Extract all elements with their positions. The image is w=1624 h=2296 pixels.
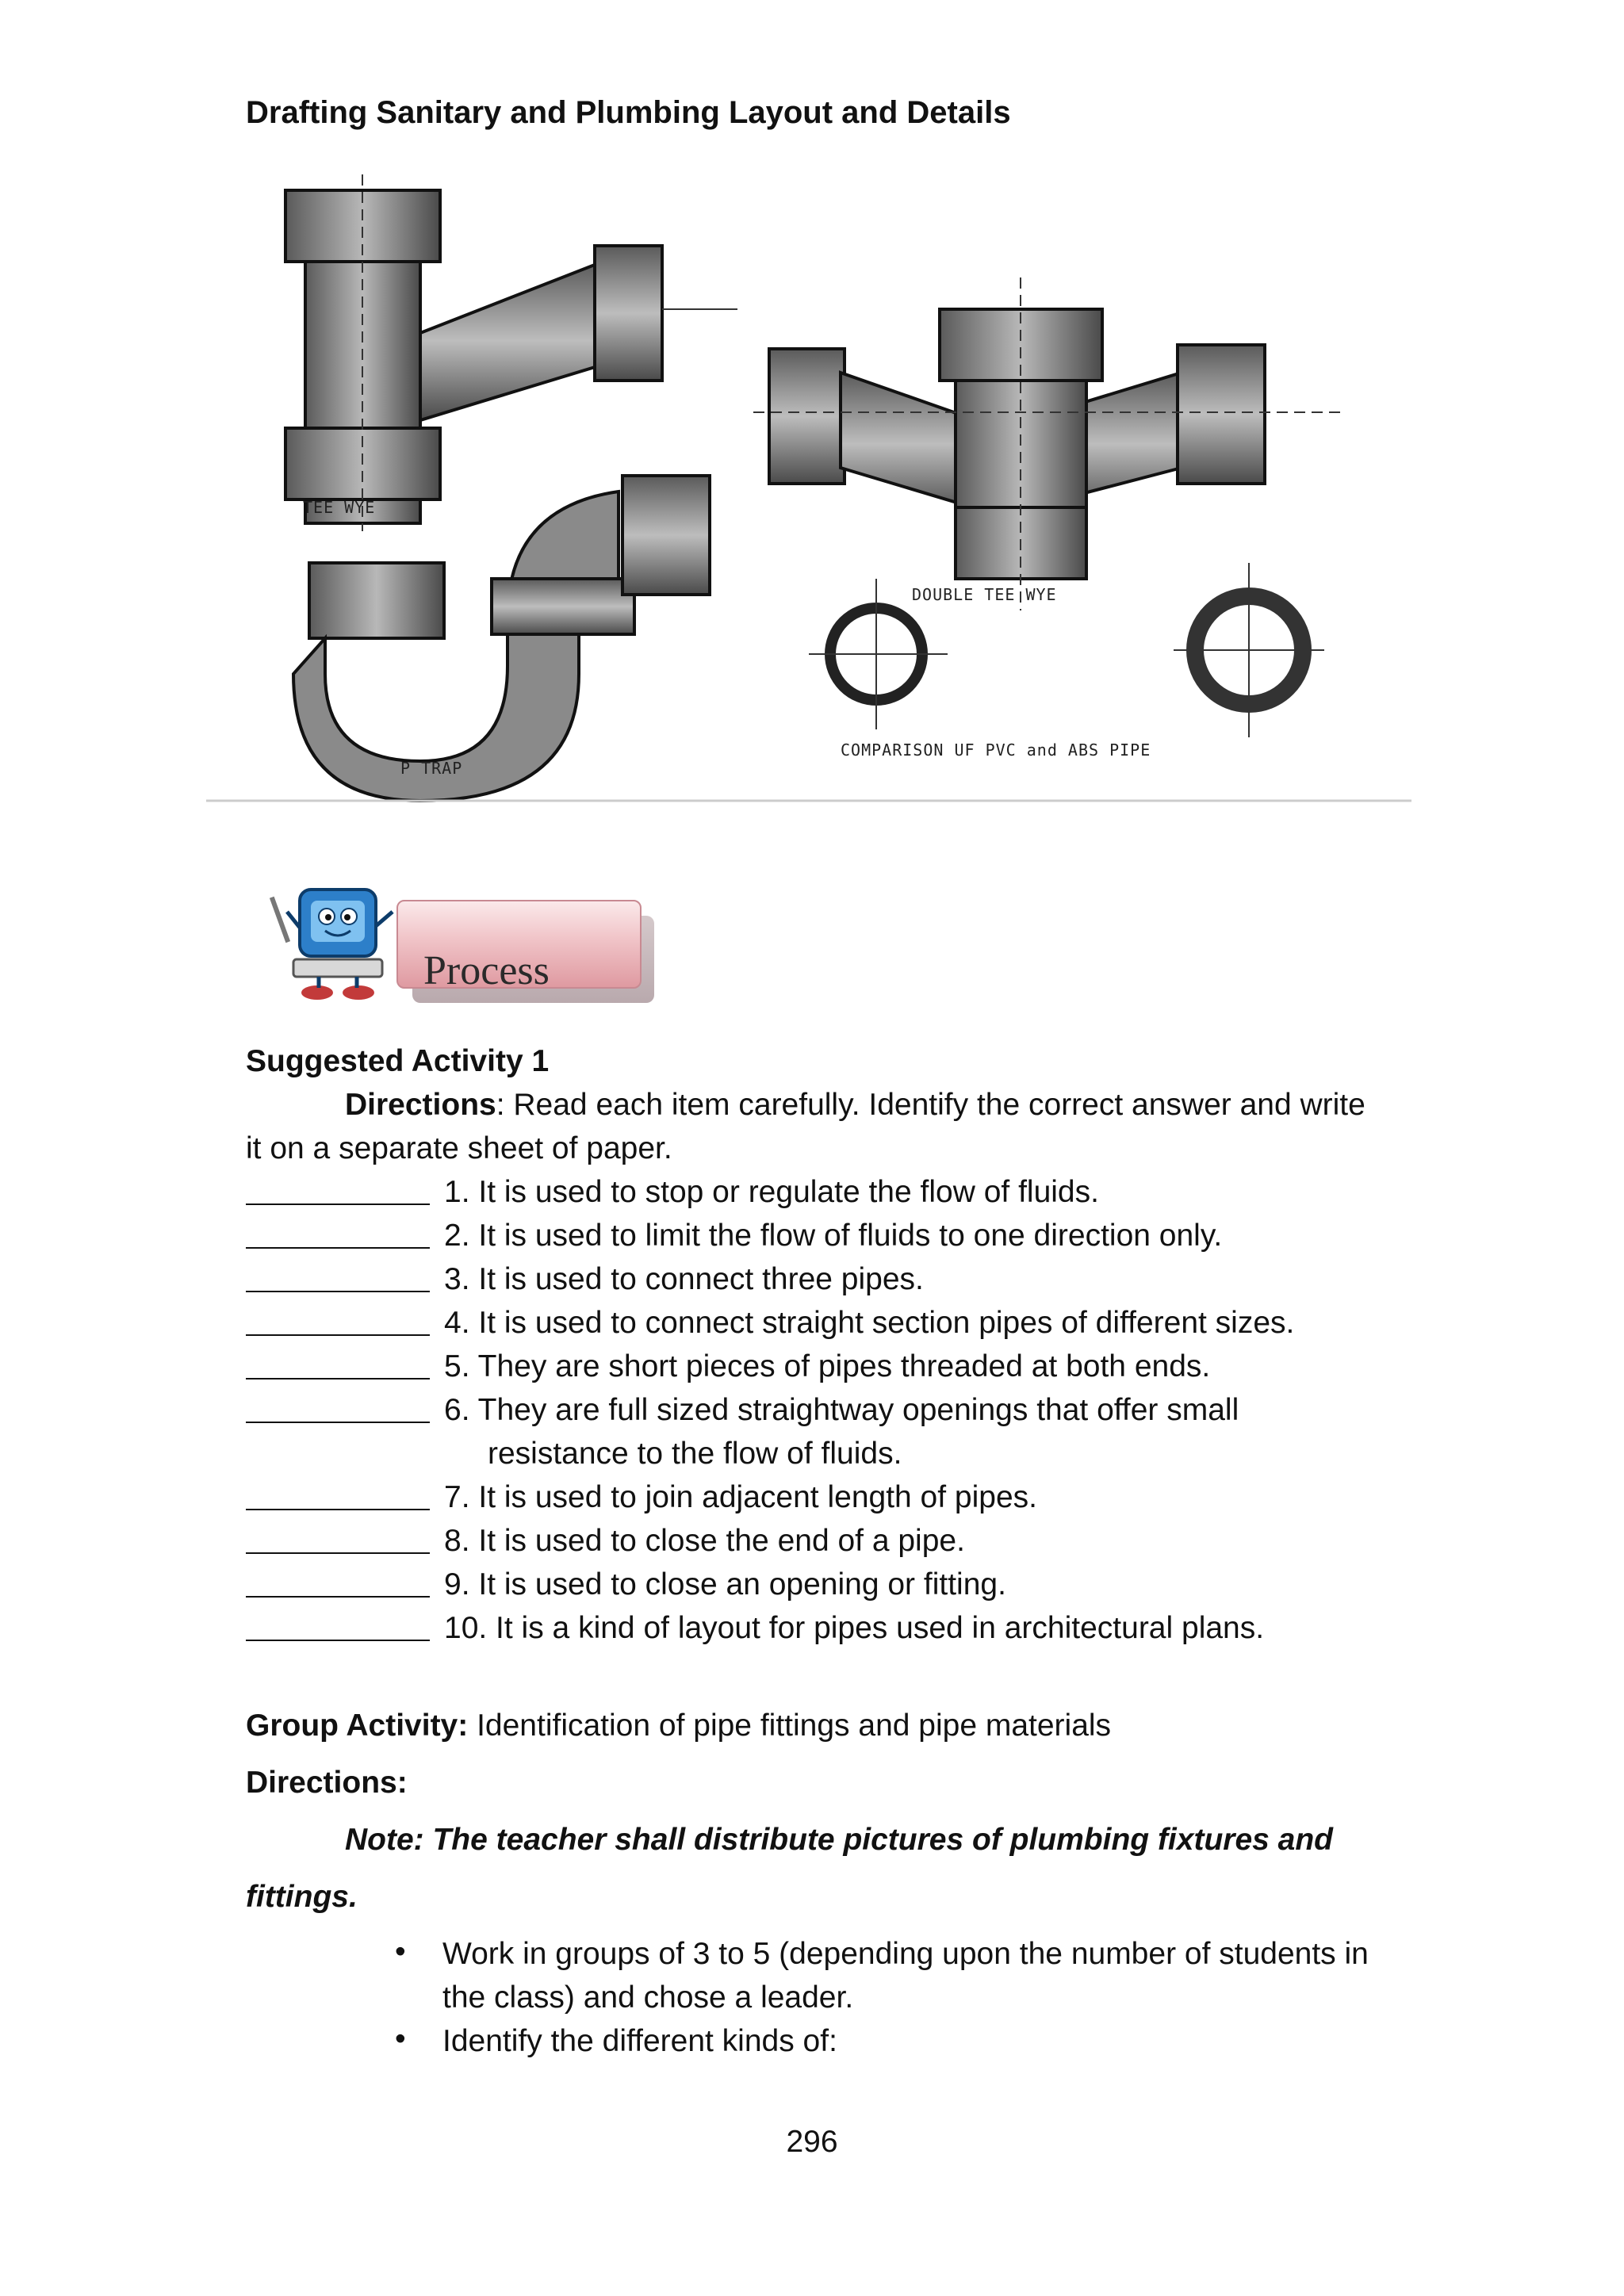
bullet-dot-icon: •	[395, 2022, 406, 2056]
answer-blank[interactable]	[246, 1611, 430, 1641]
directions-text: : Read each item carefully. Identify the correct answer and write	[496, 1088, 1365, 1122]
group-activity-heading	[246, 1705, 1111, 1747]
bullet-item-line2: the class) and chose a leader.	[442, 1980, 854, 2015]
list-item: 2. It is used to limit the flow of fluids to one direction only.	[246, 1219, 1222, 1253]
group-activity-label: Group Activity:	[246, 1709, 469, 1743]
answer-blank[interactable]	[246, 1524, 430, 1554]
list-item: 1. It is used to stop or regulate the flow of fluids.	[246, 1175, 1099, 1210]
answer-blank[interactable]	[246, 1393, 430, 1423]
answer-blank[interactable]	[246, 1349, 430, 1380]
bullet-item-identify: Identify the different kinds of:	[442, 2024, 837, 2058]
label-pvc-abs-comparison: COMPARISON UF PVC and ABS PIPE	[841, 740, 1151, 760]
pipe-fittings-illustration	[206, 174, 1411, 809]
pipe-fittings-figure	[206, 174, 1411, 809]
activity-directions-line1	[345, 1084, 1365, 1127]
list-item: 6. They are full sized straightway openings that offer small	[246, 1393, 1239, 1428]
list-item: 7. It is used to join adjacent length of pipes.	[246, 1480, 1037, 1515]
page-number: 296	[786, 2125, 838, 2159]
answer-blank[interactable]	[246, 1262, 430, 1292]
directions-label: Directions	[345, 1088, 496, 1122]
teacher-note-line2: fittings.	[246, 1880, 358, 1914]
answer-blank[interactable]	[246, 1567, 430, 1598]
list-item: 9. It is used to close an opening or fitting.	[246, 1567, 1006, 1602]
group-directions-label: Directions:	[246, 1766, 408, 1800]
activity-directions-line2: it on a separate sheet of paper.	[246, 1131, 672, 1165]
answer-blank[interactable]	[246, 1306, 430, 1336]
answer-blank[interactable]	[246, 1175, 430, 1205]
label-p-trap: P TRAP	[400, 759, 463, 778]
computer-mascot-icon	[270, 880, 404, 1007]
label-double-tee-wye: DOUBLE TEE WYE	[912, 585, 1057, 604]
double-tee-wye-drawing	[753, 277, 1340, 610]
list-item: 8. It is used to close the end of a pipe.	[246, 1524, 965, 1559]
list-item: 5. They are short pieces of pipes threaded at both ends.	[246, 1349, 1210, 1384]
page-header-title: Drafting Sanitary and Plumbing Layout and Details	[246, 95, 1011, 130]
label-tee-wye: TEE WYE	[303, 498, 376, 517]
list-item-continuation: resistance to the flow of fluids.	[488, 1437, 902, 1471]
group-activity-text: Identification of pipe fittings and pipe materials	[468, 1709, 1112, 1743]
process-banner-label: Process	[423, 948, 550, 989]
list-item: 10. It is a kind of layout for pipes used in architectural plans.	[246, 1611, 1264, 1646]
list-item: 4. It is used to connect straight section pipes of different sizes.	[246, 1306, 1294, 1341]
list-item: 3. It is used to connect three pipes.	[246, 1262, 924, 1297]
answer-blank[interactable]	[246, 1219, 430, 1249]
teacher-note-line1: Note: The teacher shall distribute pictures of plumbing fixtures and	[345, 1823, 1334, 1857]
pvc-abs-comparison-drawing	[809, 563, 1324, 737]
bullet-item-line1: Work in groups of 3 to 5 (depending upon the number of students in	[442, 1937, 1369, 1971]
answer-blank[interactable]	[246, 1480, 430, 1510]
process-banner	[396, 900, 642, 989]
activity-title: Suggested Activity 1	[246, 1044, 550, 1078]
bullet-dot-icon: •	[395, 1934, 406, 1969]
